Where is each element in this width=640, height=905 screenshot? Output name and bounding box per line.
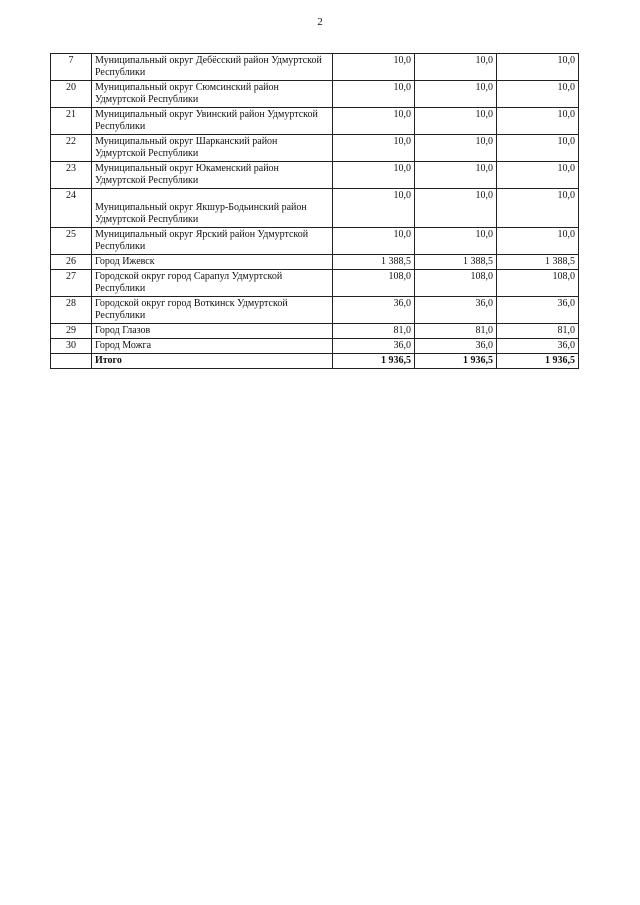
row-number: 28 xyxy=(51,297,92,324)
page-number: 2 xyxy=(317,16,323,28)
table-row xyxy=(51,162,579,189)
row-number: 22 xyxy=(51,135,92,162)
value-cell: 10,0 xyxy=(497,81,579,108)
value-cell: 10,0 xyxy=(415,162,497,189)
value-cell: 36,0 xyxy=(415,339,497,354)
value-cell: 1 388,5 xyxy=(497,255,579,270)
municipality-name: Муниципальный округ Увинский район Удмуртской Республики xyxy=(92,108,333,135)
municipality-name: Город Глазов xyxy=(92,324,333,339)
municipality-name: Муниципальный округ Якшур-Бодьинский район Удмуртской Республики xyxy=(92,189,333,228)
total-row xyxy=(51,354,579,369)
row-number: 26 xyxy=(51,255,92,270)
value-cell: 10,0 xyxy=(333,108,415,135)
value-cell: 108,0 xyxy=(415,270,497,297)
value-cell: 36,0 xyxy=(333,339,415,354)
row-number: 29 xyxy=(51,324,92,339)
value-cell: 10,0 xyxy=(415,54,497,81)
value-cell: 10,0 xyxy=(415,228,497,255)
table-row xyxy=(51,135,579,162)
table-row xyxy=(51,339,579,354)
table-row xyxy=(51,255,579,270)
value-cell: 1 388,5 xyxy=(333,255,415,270)
table-row xyxy=(51,228,579,255)
value-cell: 81,0 xyxy=(415,324,497,339)
value-cell: 10,0 xyxy=(415,108,497,135)
value-cell: 10,0 xyxy=(333,135,415,162)
value-cell: 10,0 xyxy=(497,189,579,228)
value-cell: 36,0 xyxy=(333,297,415,324)
row-number: 21 xyxy=(51,108,92,135)
table-row xyxy=(51,270,579,297)
value-cell: 10,0 xyxy=(333,54,415,81)
value-cell: 10,0 xyxy=(497,54,579,81)
subsidy-table xyxy=(50,53,579,369)
value-cell: 10,0 xyxy=(497,162,579,189)
value-cell: 10,0 xyxy=(415,135,497,162)
total-value: 1 936,5 xyxy=(497,354,579,369)
value-cell: 81,0 xyxy=(497,324,579,339)
table-row xyxy=(51,324,579,339)
value-cell: 10,0 xyxy=(497,228,579,255)
municipality-name: Муниципальный округ Шарканский район Удмуртской Республики xyxy=(92,135,333,162)
total-label: Итого xyxy=(92,354,333,369)
value-cell: 10,0 xyxy=(333,162,415,189)
municipality-name: Городской округ город Сарапул Удмуртской Республики xyxy=(92,270,333,297)
value-cell: 36,0 xyxy=(497,297,579,324)
value-cell: 81,0 xyxy=(333,324,415,339)
total-value: 1 936,5 xyxy=(415,354,497,369)
value-cell: 36,0 xyxy=(415,297,497,324)
value-cell: 10,0 xyxy=(333,81,415,108)
row-number: 7 xyxy=(51,54,92,81)
row-number: 30 xyxy=(51,339,92,354)
empty-cell xyxy=(51,354,92,369)
value-cell: 10,0 xyxy=(415,189,497,228)
municipality-name: Муниципальный округ Ярский район Удмуртской Республики xyxy=(92,228,333,255)
row-number: 23 xyxy=(51,162,92,189)
municipality-name: Город Можга xyxy=(92,339,333,354)
municipality-name: Город Ижевск xyxy=(92,255,333,270)
table-row xyxy=(51,54,579,81)
row-number: 20 xyxy=(51,81,92,108)
municipality-name: Муниципальный округ Дебёсский район Удмуртской Республики xyxy=(92,54,333,81)
value-cell: 108,0 xyxy=(497,270,579,297)
row-number: 27 xyxy=(51,270,92,297)
value-cell: 1 388,5 xyxy=(415,255,497,270)
value-cell: 10,0 xyxy=(497,108,579,135)
value-cell: 10,0 xyxy=(497,135,579,162)
value-cell: 108,0 xyxy=(333,270,415,297)
table-row xyxy=(51,81,579,108)
table-row xyxy=(51,297,579,324)
value-cell: 10,0 xyxy=(415,81,497,108)
row-number: 25 xyxy=(51,228,92,255)
value-cell: 10,0 xyxy=(333,189,415,228)
municipality-name: Муниципальный округ Юкаменский район Удмуртской Республики xyxy=(92,162,333,189)
table-row xyxy=(51,189,579,228)
total-value: 1 936,5 xyxy=(333,354,415,369)
municipality-name: Городской округ город Воткинск Удмуртской Республики xyxy=(92,297,333,324)
municipality-name: Муниципальный округ Сюмсинский район Удмуртской Республики xyxy=(92,81,333,108)
value-cell: 36,0 xyxy=(497,339,579,354)
row-number: 24 xyxy=(51,189,92,228)
table-row xyxy=(51,108,579,135)
value-cell: 10,0 xyxy=(333,228,415,255)
